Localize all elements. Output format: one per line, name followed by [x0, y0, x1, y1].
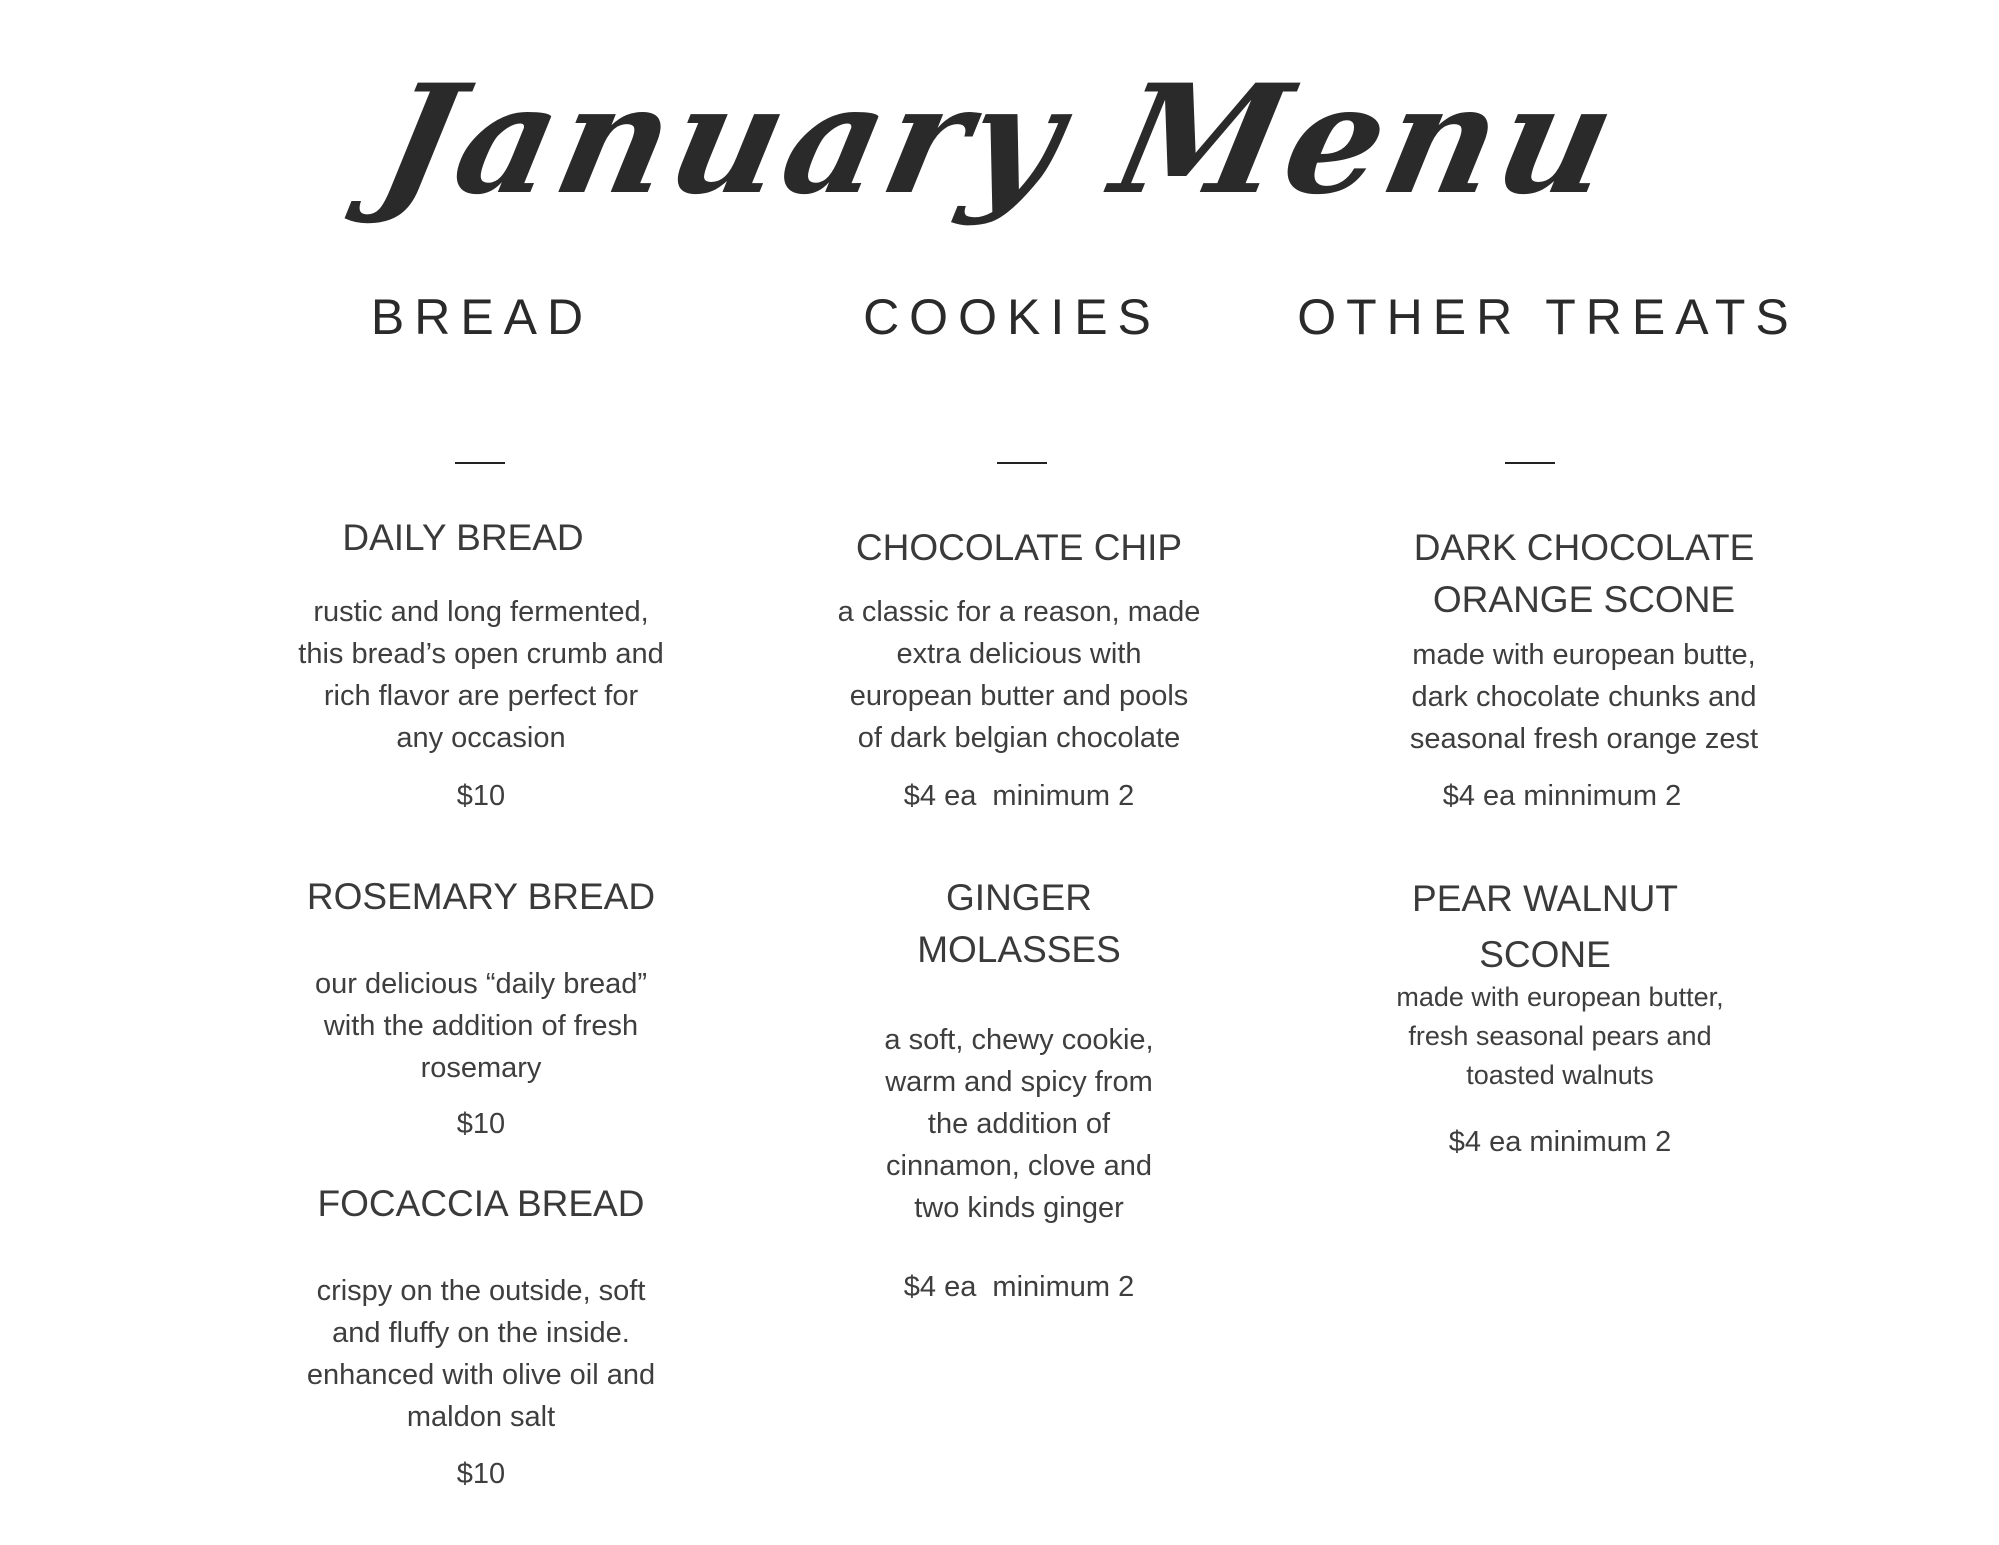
item-price-ginger-molasses: $4 ea minimum 2: [903, 1271, 1135, 1303]
divider-cookies: [997, 462, 1047, 464]
item-name-chocolate-chip: CHOCOLATE CHIP: [855, 527, 1183, 568]
item-description-dark-chocolate-orange-scone: made with european butte, dark chocolate chunks and seasonal fresh orange zest: [1409, 639, 1759, 755]
section-heading-bread: BREAD: [370, 289, 594, 345]
item-price-pear-walnut-scone: $4 ea minimum 2: [1448, 1126, 1672, 1158]
item-price-daily-bread: $10: [456, 780, 506, 812]
divider-other-treats: [1505, 462, 1555, 464]
item-description-daily-bread: rustic and long fermented, this bread’s open crumb and rich flavor are perfect for any occasion: [298, 596, 664, 754]
item-description-chocolate-chip: a classic for a reason, made extra delicious with european butter and pools of dark belgian chocolate: [837, 596, 1201, 754]
item-price-rosemary-bread: $10: [456, 1108, 506, 1140]
item-price-dark-chocolate-orange-scone: $4 ea minnimum 2: [1442, 780, 1682, 812]
item-price-chocolate-chip: $4 ea minimum 2: [903, 780, 1135, 812]
divider-bread: [455, 462, 505, 464]
item-name-pear-walnut-scone: PEAR WALNUT SCONE: [1412, 878, 1678, 975]
item-price-focaccia-bread: $10: [456, 1458, 506, 1490]
item-description-rosemary-bread: our delicious “daily bread” with the addition of fresh rosemary: [314, 968, 648, 1084]
item-name-rosemary-bread: ROSEMARY BREAD: [306, 876, 656, 917]
item-name-focaccia-bread: FOCACCIA BREAD: [317, 1183, 645, 1224]
page-title: January Menu: [366, 52, 1633, 228]
section-heading-cookies: COOKIES: [863, 289, 1161, 345]
item-description-ginger-molasses: a soft, chewy cookie, warm and spicy from the addition of cinnamon, clove and two kinds ginger: [884, 1024, 1154, 1224]
item-name-daily-bread: DAILY BREAD: [342, 517, 584, 558]
section-heading-other-treats: OTHER TREATS: [1297, 289, 1799, 345]
item-name-dark-chocolate-orange-scone: DARK CHOCOLATE ORANGE SCONE: [1413, 527, 1755, 620]
item-description-pear-walnut-scone: made with european butter, fresh seasonal pears and toasted walnuts: [1396, 982, 1724, 1090]
item-description-focaccia-bread: crispy on the outside, soft and fluffy on the inside. enhanced with olive oil and maldon salt: [306, 1275, 656, 1433]
item-name-ginger-molasses: GINGER MOLASSES: [917, 877, 1121, 970]
